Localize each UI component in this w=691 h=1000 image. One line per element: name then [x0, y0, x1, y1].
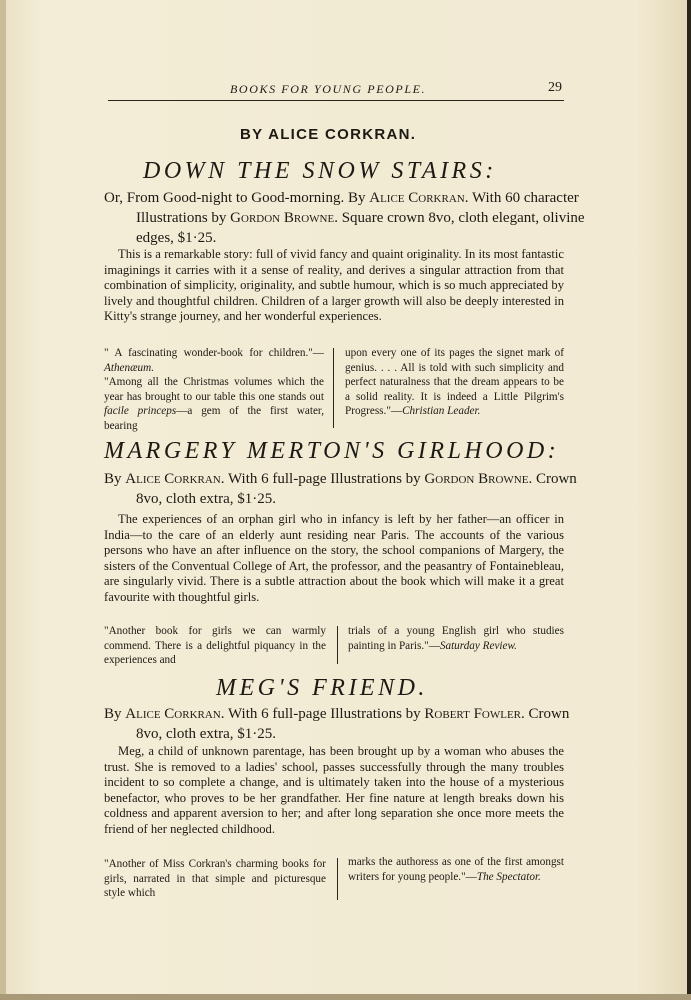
description-megs-friend: Meg, a child of unknown parentage, has been brought up by a woman who abuses the trust. She is removed to a ladies' school, passes successfully through the many troubles incident to so complete a change, and is ultimately taken into the house of a mysterious benefactor, who proves to be her grandfather. Her fine nature at length breaks down his coldness and apparent aversion to her; and after long separation she once more meets the friend of her neglected childhood. — [104, 744, 564, 836]
header-rule — [108, 100, 564, 101]
book-title-margery-merton: MARGERY MERTON'S GIRLHOOD: — [104, 438, 560, 464]
review-right-megs-friend: marks the authoress as one of the first amongst writers for young people."—The Spectator. — [348, 856, 564, 883]
page-number: 29 — [548, 80, 562, 95]
biblio-megs-friend: By Alice Corkran. With 6 full-page Illustrations by Robert Fowler. Crown 8vo, cloth extra, $1·25. — [104, 706, 570, 742]
review-left-megs-friend: "Another of Miss Corkran's charming books for girls, narrated in that simple and picturesque style which — [104, 858, 326, 900]
column-rule — [337, 858, 338, 900]
column-rule — [333, 348, 334, 428]
page-left-edge — [0, 0, 6, 1000]
biblio-snow-stairs: Or, From Good-night to Good-morning. By Alice Corkran. With 60 character Illustrations by Gordon Browne. Square crown 8vo, cloth elegant, olivine edges, $1·25. — [104, 190, 585, 246]
column-rule — [337, 626, 338, 664]
book-title-snow-stairs: DOWN THE SNOW STAIRS: — [143, 158, 497, 184]
biblio-margery-merton: By Alice Corkran. With 6 full-page Illustrations by Gordon Browne. Crown 8vo, cloth extra, $1·25. — [104, 471, 577, 507]
review-right-snow-stairs: upon every one of its pages the signet mark of genius. . . . All is told with such simplicity and perfect naturalness that the dream appears to be a solid reality. It is indeed a Little Pilgrim's Progress."—Christian Leader. — [345, 347, 564, 418]
description-snow-stairs: This is a remarkable story: full of vivid fancy and quaint originality. In its most fantastic imaginings it carries with it a sense of reality, and derives a singular attraction from that combination of simplicity, originality, and subtle humour, which is so much appreciated by lively and thoughtful children. Children of a larger growth will also be deeply interested in Kitty's strange journey, and her wonderful experiences. — [104, 247, 564, 324]
page-right-edge — [687, 0, 691, 1000]
author-heading: BY ALICE CORKRAN. — [240, 126, 417, 143]
book-title-megs-friend: MEG'S FRIEND. — [216, 675, 428, 701]
running-head: BOOKS FOR YOUNG PEOPLE. — [230, 82, 427, 96]
review-left-snow-stairs: " A fascinating wonder-book for children."—Athenæum. "Among all the Christmas volumes which the year has brought to our table this one stands out facile princeps—a gem of the first water, bearing — [104, 347, 324, 432]
page-bottom-edge — [0, 994, 691, 1000]
description-margery-merton: The experiences of an orphan girl who in infancy is left by her father—an officer in India—to the care of an elderly aunt residing near Paris. The accounts of the various persons who have an after influence on the story, the school companions of Margery, the sisters of the Conventual College of Art, the professor, and the peasantry of Fontainebleau, are singularly vivid. There is a subtle attraction about the book which will make it a great favourite with thoughtful girls. — [104, 512, 564, 604]
review-left-margery-merton: "Another book for girls we can warmly commend. There is a delightful piquancy in the experiences and — [104, 625, 326, 667]
review-right-margery-merton: trials of a young English girl who studies painting in Paris."—Saturday Review. — [348, 625, 564, 652]
